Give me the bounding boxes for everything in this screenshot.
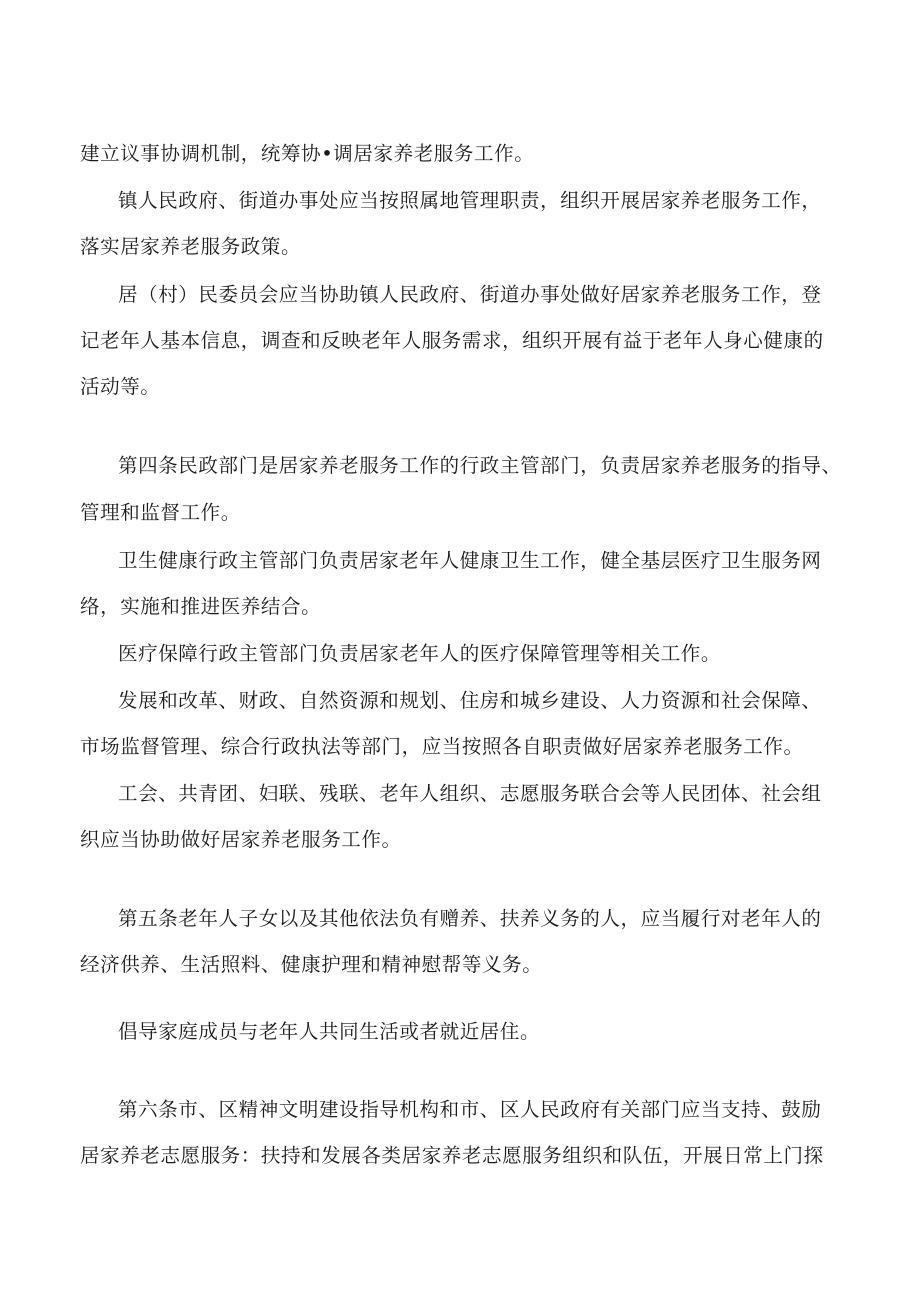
text-line: 经济供养、生活照料、健康护理和精神慰帮等义务。 (80, 953, 543, 976)
article-6-heading-line: 第六条市、区精神文明建设指导机构和市、区人民政府有关部门应当支持、鼓励 (118, 1098, 822, 1121)
paragraph-start-line: 镇人民政府、街道办事处应当按照属地管理职责，组织开展居家养老服务工作， (118, 189, 822, 212)
text-line: 记老年人基本信息，调查和反映老年人服务需求，组织开展有益于老年人身心健康的 (80, 329, 824, 352)
article-5-heading-line: 第五条老年人子女以及其他依法负有赠养、扶养义务的人，应当履行对老年人的 (118, 907, 822, 930)
text-line: 管理和监督工作。 (80, 501, 241, 524)
text-line: 建立议事协调机制，统筹协•调居家养老服务工作。 (80, 142, 535, 165)
article-4-heading-line: 第四条民政部门是居家养老服务工作的行政主管部门，负责居家养老服务的指导、 (118, 454, 842, 477)
paragraph-start-line: 工会、共青团、妇联、残联、老年人组织、志愿服务联合会等人民团体、社会组 (118, 782, 822, 805)
paragraph-start-line: 发展和改革、财政、自然资源和规划、住房和城乡建设、人力资源和社会保障、 (118, 689, 822, 712)
paragraph-start-line: 倡导家庭成员与老年人共同生活或者就近居住。 (118, 1020, 541, 1043)
paragraph-start-line: 医疗保障行政主管部门负责居家老年人的医疗保障管理等相关工作。 (118, 642, 722, 665)
text-line: 落实居家养老服务政策。 (80, 235, 302, 258)
text-line: 活动等。 (80, 375, 161, 398)
paragraph-start-line: 卫生健康行政主管部门负责居家老年人健康卫生工作，健全基层医疗卫生服务网 (118, 549, 822, 572)
text-line: 织应当协助做好居家养老服务工作。 (80, 828, 402, 851)
text-line: 居家养老志愿服务：扶持和发展各类居家养老志愿服务组织和队伍，开展日常上门探 (80, 1144, 824, 1167)
text-line: 市场监督管理、综合行政执法等部门，应当按照各自职责做好居家养老服务工作。 (80, 735, 804, 758)
text-line: 络，实施和推进医养结合。 (80, 595, 322, 618)
paragraph-start-line: 居（村）民委员会应当协助镇人民政府、街道办事处做好居家养老服务工作，登 (118, 283, 822, 306)
